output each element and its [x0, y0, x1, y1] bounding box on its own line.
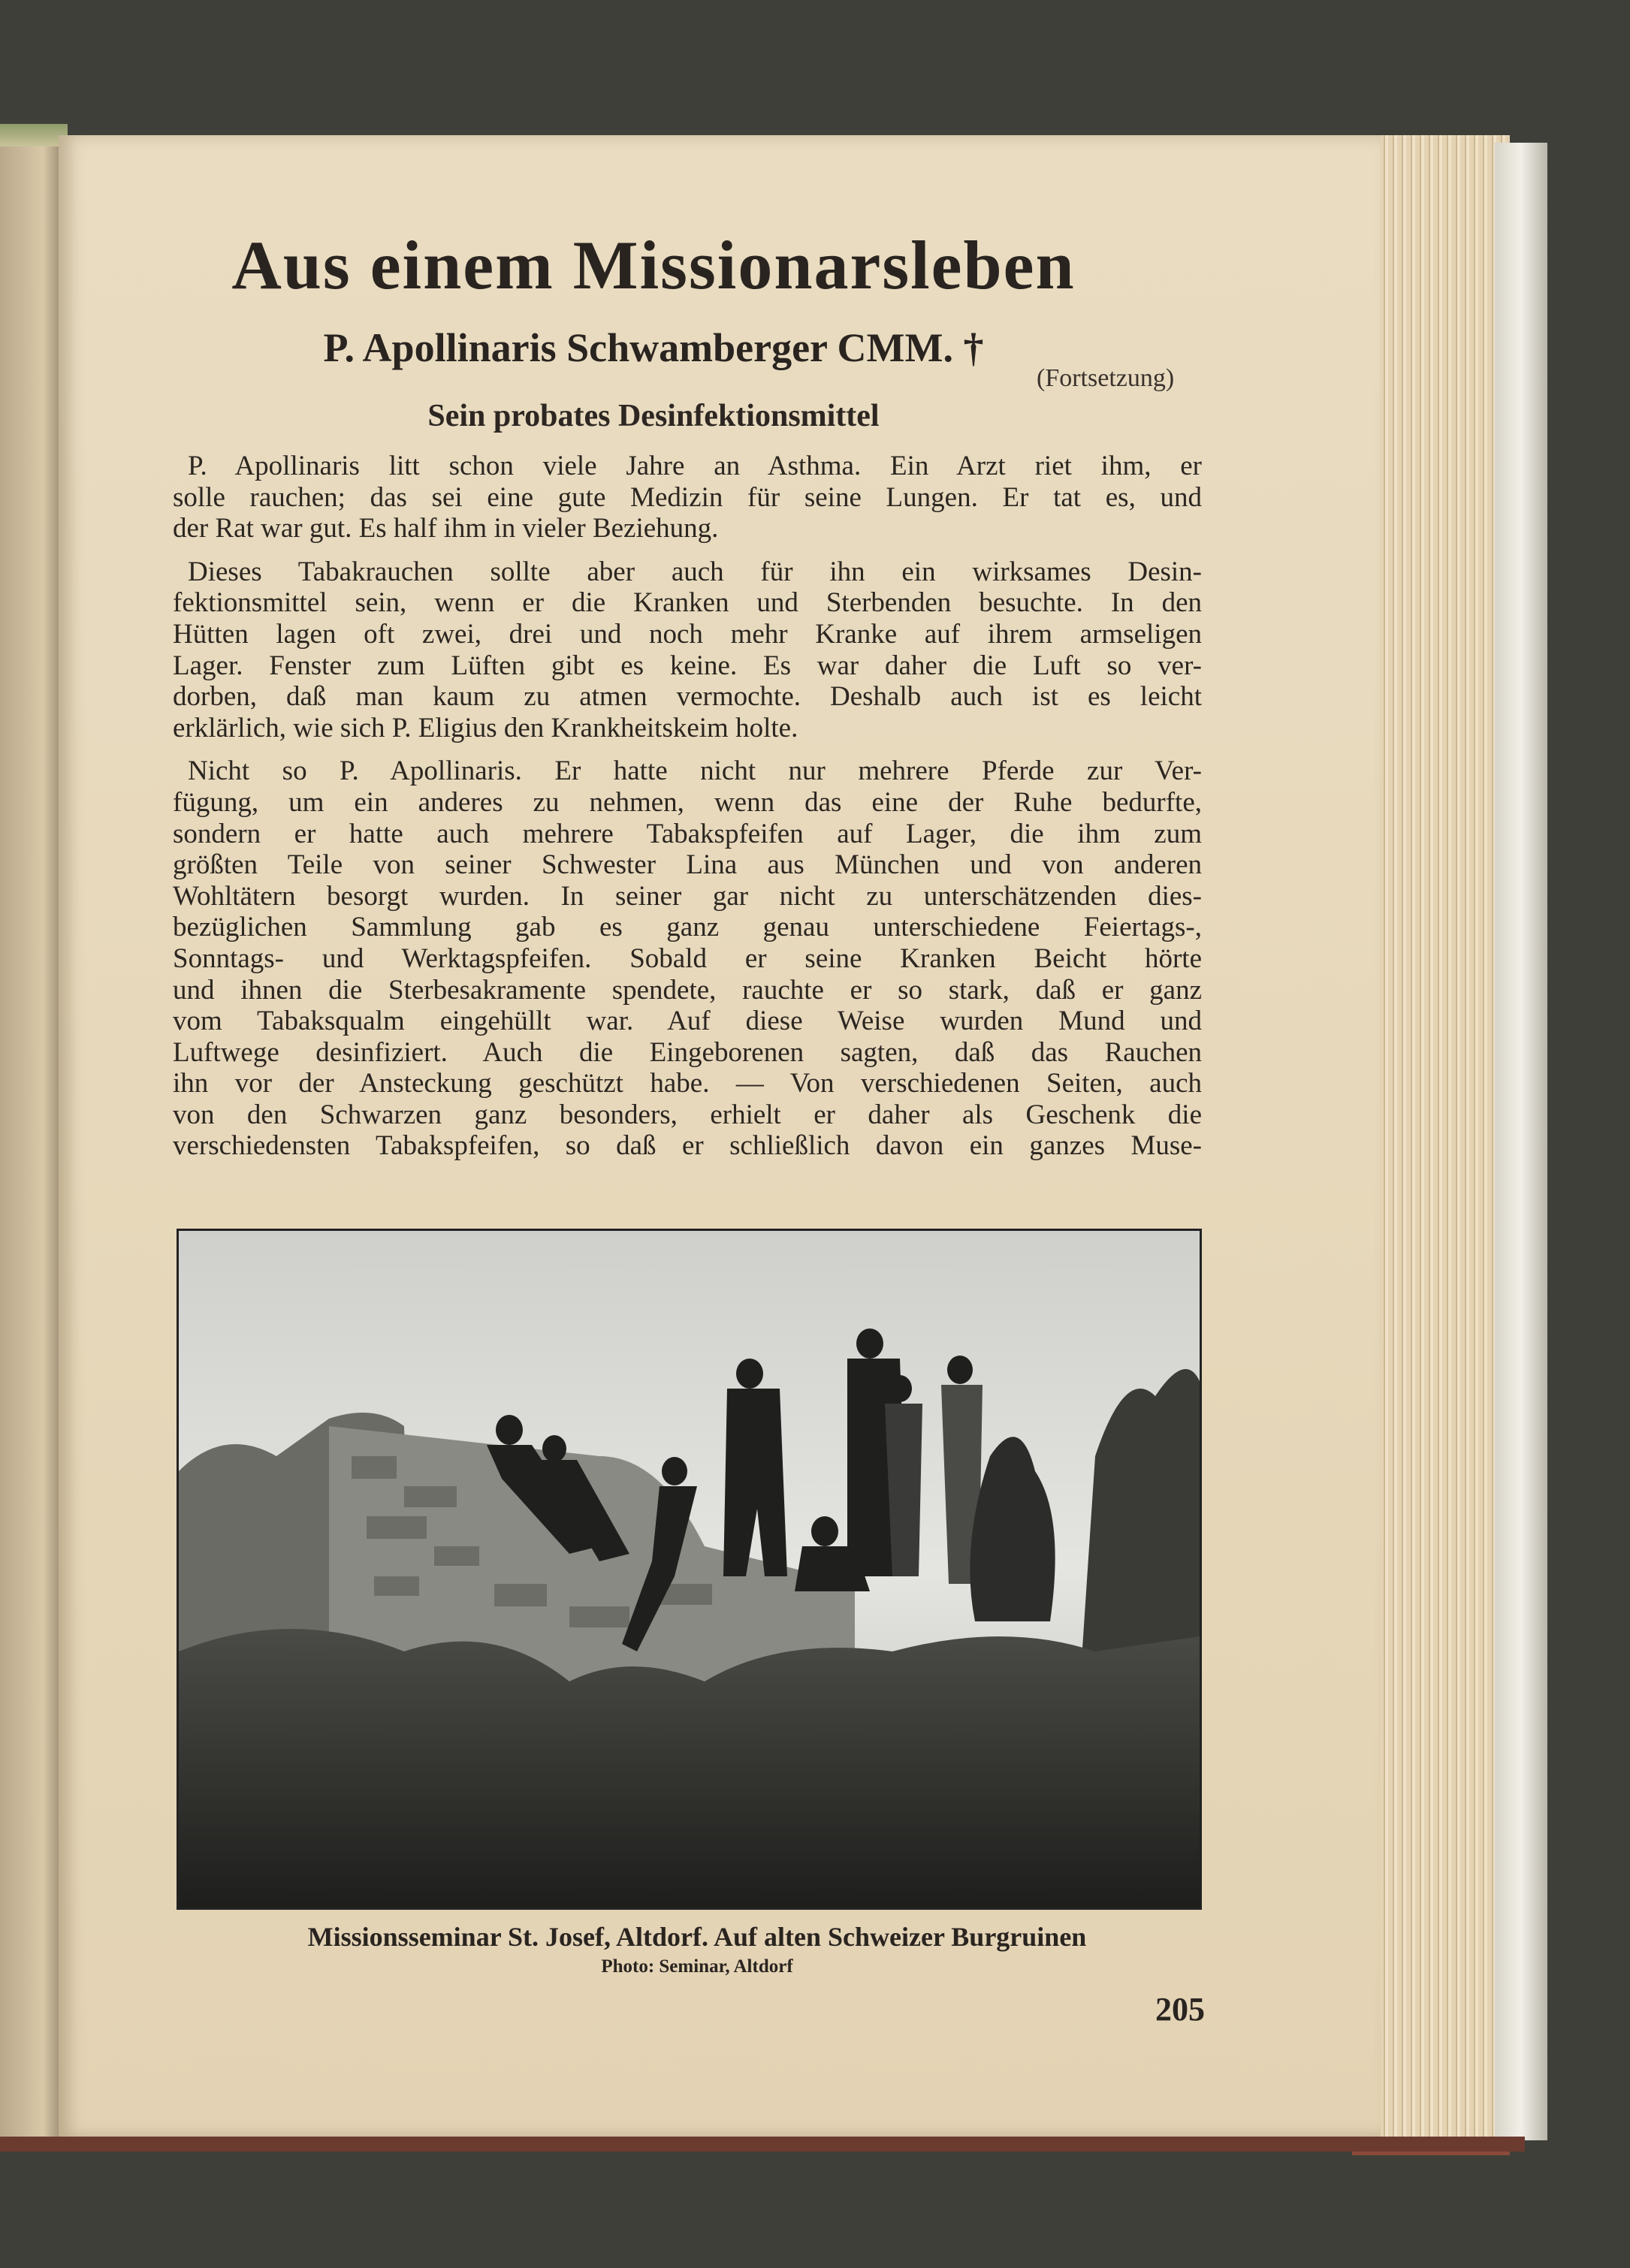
- text-line: ihn vor der Ansteckung geschützt habe. — Von verschiedenen Seiten, auch: [173, 1068, 1202, 1099]
- text-line: fektionsmittel sein, wenn er die Kranken und Sterbenden besuchte. In den: [173, 587, 1202, 619]
- section-heading: Sein probates Desinfektionsmittel: [427, 399, 880, 433]
- photo-castle-ruins: [177, 1229, 1202, 1910]
- paragraph: [173, 755, 1202, 1162]
- continuation-note: (Fortsetzung): [1037, 364, 1175, 392]
- text-line: Nicht so P. Apollinaris. Er hatte nicht nur mehrere Pferde zur Ver-: [188, 755, 1202, 787]
- left-page-edge: [0, 128, 62, 2140]
- text-line: dorben, daß man kaum zu atmen vermochte. Deshalb auch ist es leicht: [173, 681, 1202, 713]
- article-author: P. Apollinaris Schwamberger CMM. †: [323, 325, 984, 370]
- text-line: Lager. Fenster zum Lüften gibt es keine. Es war daher die Luft so ver-: [173, 650, 1202, 681]
- text-line: der Rat war gut. Es half ihm in vieler Beziehung.: [173, 513, 719, 544]
- text-line: vom Tabaksqualm eingehüllt war. Auf diese Weise wurden Mund und: [173, 1006, 1202, 1037]
- page-number: 205: [1155, 1991, 1205, 2028]
- text-line: solle rauchen; das sei eine gute Medizin für seine Lungen. Er tat es, und: [173, 481, 1202, 513]
- article-title: Aus einem Missionarsleben: [231, 227, 1076, 303]
- binding-tape: [0, 124, 68, 146]
- text-line: Sonntags- und Werktagspfeifen. Sobald er seine Kranken Beicht hörte: [173, 942, 1202, 974]
- text-line: größten Teile von seiner Schwester Lina aus München und von anderen: [173, 849, 1202, 881]
- text-line: fügung, um ein anderes zu nehmen, wenn das eine der Ruhe bedurfte,: [173, 786, 1202, 818]
- book-page: [59, 135, 1381, 2137]
- text-line: Wohltätern besorgt wurden. In seiner gar nicht zu unterschätzenden dies-: [173, 880, 1202, 912]
- text-line: Luftwege desinfiziert. Auch die Eingeborenen sagten, daß das Rauchen: [173, 1036, 1202, 1068]
- text-line: Dieses Tabakrauchen sollte aber auch für ihn ein wirksames Desin-: [188, 556, 1202, 587]
- photo-caption: Missionsseminar St. Josef, Altdorf. Auf alten Schweizer Burgruinen: [307, 1922, 1087, 1952]
- book-cover-edge: [1495, 143, 1547, 2140]
- text-line: sondern er hatte auch mehrere Tabakspfeifen auf Lager, die ihm zum: [173, 818, 1202, 849]
- text-line: und ihnen die Sterbesakramente spendete, rauchte er so stark, daß er ganz: [173, 974, 1202, 1006]
- text-line: Hütten lagen oft zwei, drei und noch mehr Kranke auf ihrem armseligen: [173, 618, 1202, 650]
- photo-image: [179, 1231, 1200, 1908]
- text-line: bezüglichen Sammlung gab es ganz genau unterschiedene Feiertags-,: [173, 912, 1202, 943]
- text-line: von den Schwarzen ganz besonders, erhielt er daher als Geschenk die: [173, 1099, 1202, 1130]
- paragraph: [173, 556, 1202, 744]
- photo-credit: Photo: Seminar, Altdorf: [601, 1956, 793, 1977]
- text-line: verschiedensten Tabakspfeifen, so daß er schließlich davon ein ganzes Muse-: [173, 1130, 1202, 1162]
- article-body: [173, 451, 1202, 1162]
- paragraph: [173, 451, 1202, 544]
- book-bottom-edge: [0, 2137, 1525, 2152]
- text-line: erklärlich, wie sich P. Eligius den Krankheitskeim holte.: [173, 712, 798, 743]
- text-line: P. Apollinaris litt schon viele Jahre an Asthma. Ein Arzt riet ihm, er: [188, 451, 1202, 481]
